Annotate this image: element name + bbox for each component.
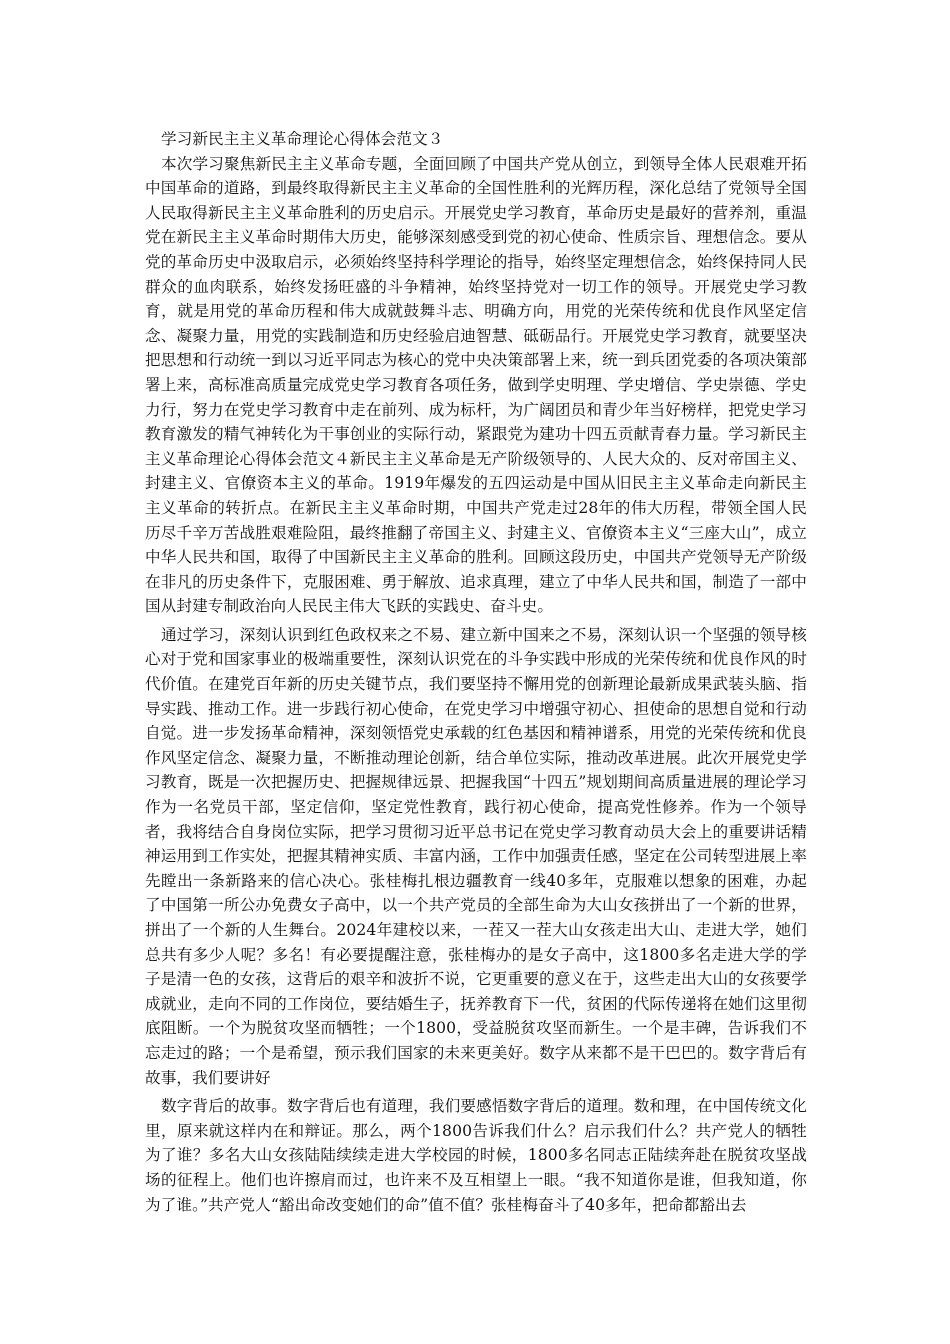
document-title: 学习新民主主义革命理论心得体会范文３ <box>161 130 444 148</box>
paragraph-3: 数字背后的故事。数字背后也有道理，我们要感悟数字背后的道理。数和理，在中国传统文化里，原来就这样内在和辩证。那么，两个1800告诉我们什么？启示我们什么？共产党人的牺牲为了谁？多名大山女孩陆陆续续走进大学校园的时候，1800多名同志正陆续奔赴在脱贫攻坚战场的征程上。他们也许擦肩而过，也许来不及互相望上一眼。“我不知道你是谁，但我知道，你为了谁。”共产党人“豁出命改变她们的命”值不值？张桂梅奋斗了40多年，把命都豁出去 <box>145 1097 807 1214</box>
paragraph-2: 通过学习，深刻认识到红色政权来之不易、建立新中国来之不易，深刻认识一个坚强的领导核心对于党和国家事业的极端重要性，深刻认识党在的斗争实践中形成的光荣传统和优良作风的时代价值。在建党百年新的历史关键节点，我们要坚持不懈用党的创新理论最新成果武装头脑、指导实践、推动工作。进一步践行初心使命，在党史学习中增强守初心、担使命的思想自觉和行动自觉。进一步发扬革命精神，深刻领悟党史承载的红色基因和精神谱系，用党的光荣传统和优良作风坚定信念、凝聚力量，不断推动理论创新，结合单位实际，推动改革进展。此次开展党史学习教育，既是一次把握历史、把握规律远景、把握我国“十四五”规划期间高质量进展的理论学习作为一名党员干部，坚定信仰，坚定党性教育，践行初心使命，提高党性修养。作为一个领导者，我将结合自身岗位实际，把学习贯彻习近平总书记在党史学习教育动员大会上的重要讲话精神运用到工作实处，把握其精神实质、丰富内涵，工作中加强责任感，坚定在公司转型进展上率先瞠出一条新路来的信心决心。张桂梅扎根边疆教育一线40多年，克服难以想象的困难，办起了中国第一所公办免费女子高中，以一个共产党员的全部生命为大山女孩拼出了一个新的世界，拼出了一个新的人生舞台。2024年建校以来，一茬又一茬大山女孩走出大山、走进大学，她们总共有多少人呢？多名！有必要提醒注意，张桂梅办的是女子高中，这1800多名走进大学的学子是清一色的女孩，这背后的艰辛和波折不说，它更重要的意义在于，这些走出大山的女孩要学成就业，走向不同的工作岗位，要结婚生子，抚养教育下一代，贫困的代际传递将在她们这里彻底阻断。一个为脱贫攻坚而牺牲；一个1800，受益脱贫攻坚而新生。一个是丰碑，告诉我们不忘走过的路；一个是希望，预示我们国家的未来更美好。数字从来都不是干巴巴的。数字背后有故事，我们要讲好 <box>145 625 807 1087</box>
document-page <box>145 127 807 1217</box>
paragraph-1: 本次学习聚焦新民主主义革命专题，全面回顾了中国共产党从创立，到领导全体人民艰难开拓中国革命的道路，到最终取得新民主主义革命的全国性胜利的光辉历程，深化总结了党领导全国人民取得新民主主义革命胜利的历史启示。开展党史学习教育，革命历史是最好的营养剂，重温党在新民主主义革命时期伟大历史，能够深刻感受到党的初心使命、性质宗旨、理想信念。要从党的革命历史中汲取启示，必须始终坚持科学理论的指导，始终坚定理想信念，始终保持同人民群众的血肉联系，始终发扬旺盛的斗争精神，始终坚持党对一切工作的领导。开展党史学习教育，就是用党的革命历程和伟大成就鼓舞斗志、明确方向，用党的光荣传统和优良作风坚定信念、凝聚力量，用党的实践制造和历史经验启迪智慧、砥砺品行。开展党史学习教育，就要坚决把思想和行动统一到以习近平同志为核心的党中央决策部署上来，统一到兵团党委的各项决策部署上来，高标准高质量完成党史学习教育各项任务，做到学史明理、学史增信、学史崇德、学史力行，努力在党史学习教育中走在前列、成为标杆，为广阔团员和青少年当好榜样，把党史学习教育激发的精气神转化为干事创业的实际行动，紧跟党为建功十四五贡献青春力量。学习新民主主义革命理论心得体会范文４新民主主义革命是无产阶级领导的、人民大众的、反对帝国主义、封建主义、官僚资本主义的革命。1919年爆发的五四运动是中国从旧民主主义革命走向新民主主义革命的转折点。在新民主主义革命时期，中国共产党走过28年的伟大历程，带领全国人民历尽千辛万苦战胜艰难险阻，最终推翻了帝国主义、封建主义、官僚资本主义“三座大山”，成立中华人民共和国，取得了中国新民主主义革命的胜利。回顾这段历史，中国共产党领导无产阶级在非凡的历史条件下，克服困难、勇于解放、追求真理，建立了中华人民共和国，制造了一部中国从封建专制政治向人民民主伟大飞跃的实践史、奋斗史。 <box>145 154 807 616</box>
